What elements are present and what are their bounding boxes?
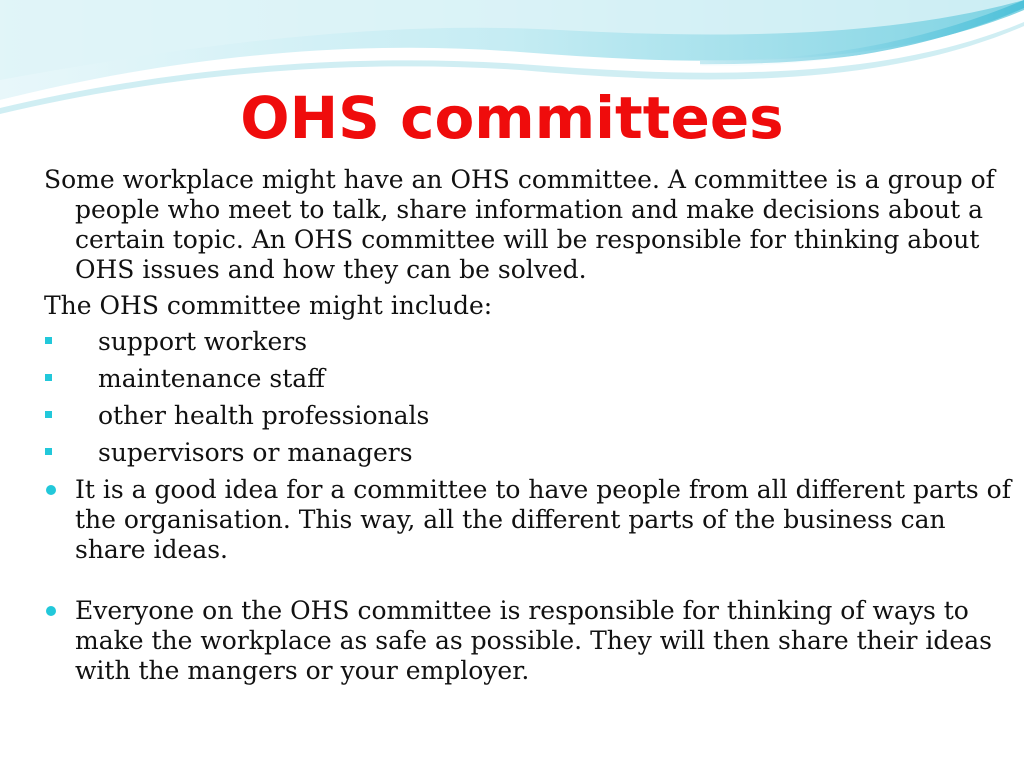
bullet-paragraph xyxy=(44,596,1019,686)
member-label: supervisors or managers xyxy=(98,438,413,467)
list-item-member xyxy=(44,327,1019,357)
member-label: support workers xyxy=(98,327,308,356)
slide-body xyxy=(44,165,1019,686)
square-bullet-icon xyxy=(45,374,52,381)
list-item-member xyxy=(44,364,1019,394)
list-item-member xyxy=(44,401,1019,431)
round-bullet-icon xyxy=(46,606,56,616)
bullet-text: It is a good idea for a committee to have people from all different parts of the organisation. This way, all the different parts of the business can share ideas. xyxy=(75,475,1011,564)
intro-paragraph: Some workplace might have an OHS committee. A committee is a group of people who meet to talk, share information and make decisions about a certain topic. An OHS committee will be responsible for thinking about OHS issues and how they can be solved. xyxy=(44,165,995,284)
list-item-member xyxy=(44,438,1019,468)
bullet-text: Everyone on the OHS committee is responsible for thinking of ways to make the workplace as safe as possible. They will then share their ideas with the mangers or your employer. xyxy=(75,596,992,685)
slide-title: OHS committees xyxy=(240,84,784,152)
member-label: other health professionals xyxy=(98,401,430,430)
list-intro: The OHS committee might include: xyxy=(44,291,493,320)
round-bullet-icon xyxy=(46,485,56,495)
bullet-paragraph xyxy=(44,475,1019,565)
square-bullet-icon xyxy=(45,448,52,455)
square-bullet-icon xyxy=(45,337,52,344)
square-bullet-icon xyxy=(45,411,52,418)
member-label: maintenance staff xyxy=(98,364,325,393)
